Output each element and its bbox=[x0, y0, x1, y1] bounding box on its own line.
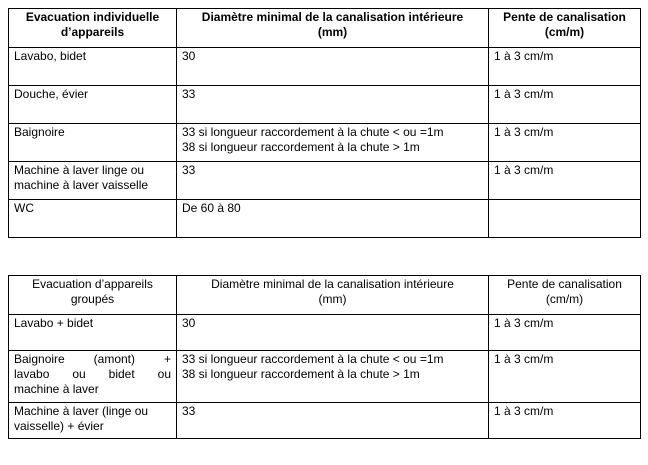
diameter-cell: De 60 à 80 bbox=[177, 200, 489, 238]
table-row bbox=[9, 200, 641, 238]
slope-cell bbox=[489, 200, 641, 238]
appliance-cell: Douche, évier bbox=[9, 86, 177, 124]
diameter-cell: 33 si longueur raccordement à la chute < ou =1m 38 si longueur raccordement à la chute > 1m bbox=[177, 124, 489, 162]
header-slope: Pente de canalisation (cm/m) bbox=[489, 9, 641, 48]
table-header-row bbox=[9, 9, 641, 48]
diameter-cell: 33 bbox=[177, 403, 489, 439]
header-diameter: Diamètre minimal de la canalisation intérieure (mm) bbox=[177, 276, 489, 315]
diameter-cell: 33 bbox=[177, 86, 489, 124]
appliance-cell: Lavabo, bidet bbox=[9, 48, 177, 86]
diameter-cell: 33 bbox=[177, 162, 489, 200]
appliance-cell: Baignoire (amont) + lavabo ou bidet ou machine à laver bbox=[9, 351, 177, 403]
diameter-cell: 30 bbox=[177, 48, 489, 86]
individual-evacuation-table bbox=[8, 8, 641, 238]
slope-cell: 1 à 3 cm/m bbox=[489, 162, 641, 200]
appliance-cell: WC bbox=[9, 200, 177, 238]
table-header-row bbox=[9, 276, 641, 315]
table-row bbox=[9, 124, 641, 162]
appliance-cell: Lavabo + bidet bbox=[9, 315, 177, 351]
slope-cell: 1 à 3 cm/m bbox=[489, 86, 641, 124]
header-slope: Pente de canalisation (cm/m) bbox=[489, 276, 641, 315]
slope-cell: 1 à 3 cm/m bbox=[489, 351, 641, 403]
table-row bbox=[9, 403, 641, 439]
slope-cell: 1 à 3 cm/m bbox=[489, 48, 641, 86]
grouped-evacuation-table bbox=[8, 275, 641, 439]
table-row bbox=[9, 351, 641, 403]
slope-cell: 1 à 3 cm/m bbox=[489, 403, 641, 439]
appliance-cell: Baignoire bbox=[9, 124, 177, 162]
slope-cell: 1 à 3 cm/m bbox=[489, 315, 641, 351]
table-row bbox=[9, 162, 641, 200]
table-row bbox=[9, 315, 641, 351]
header-appliance: Evacuation individuelle d’appareils bbox=[9, 9, 177, 48]
table-row bbox=[9, 48, 641, 86]
appliance-cell: Machine à laver linge ou machine à laver vaisselle bbox=[9, 162, 177, 200]
slope-cell: 1 à 3 cm/m bbox=[489, 124, 641, 162]
header-diameter: Diamètre minimal de la canalisation intérieure (mm) bbox=[177, 9, 489, 48]
table-row bbox=[9, 86, 641, 124]
diameter-cell: 33 si longueur raccordement à la chute < ou =1m 38 si longueur raccordement à la chute > 1m bbox=[177, 351, 489, 403]
header-appliance: Evacuation d’appareils groupés bbox=[9, 276, 177, 315]
appliance-cell: Machine à laver (linge ou vaisselle) + évier bbox=[9, 403, 177, 439]
diameter-cell: 30 bbox=[177, 315, 489, 351]
